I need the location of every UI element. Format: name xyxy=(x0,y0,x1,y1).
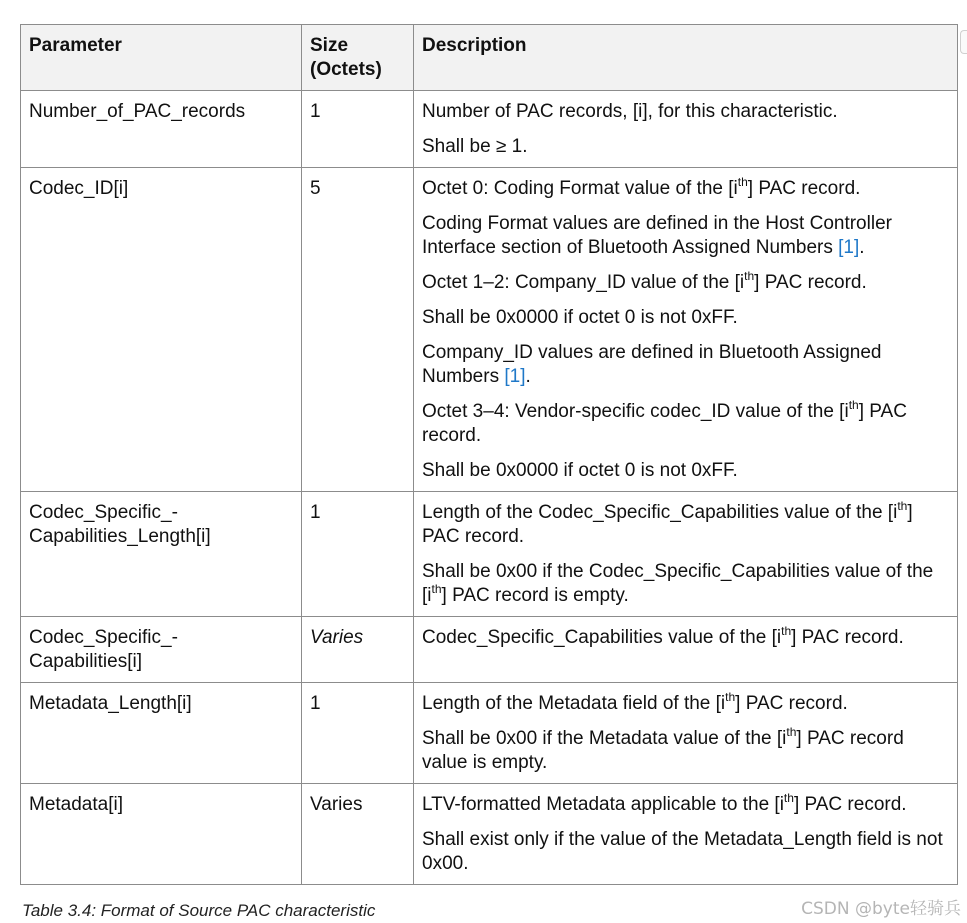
header-size-line2: (Octets) xyxy=(310,59,382,80)
text-run: Length of the Metadata field of the [i xyxy=(422,693,726,714)
table-row xyxy=(21,492,958,617)
superscript: th xyxy=(431,581,442,596)
text-run: ] PAC record. xyxy=(422,502,913,547)
text-run: Coding Format values are defined in the Host Controller Interface section of Bluetooth Assigned Numbers xyxy=(422,213,892,258)
description-line xyxy=(422,790,949,817)
description-line: Shall be 0x0000 if octet 0 is not 0xFF. xyxy=(422,460,738,481)
text-run: ] PAC record. xyxy=(735,693,848,714)
superscript: th xyxy=(737,174,748,189)
cell-parameter: Metadata_Length[i] xyxy=(21,683,302,784)
reference-link[interactable]: [1] xyxy=(838,237,860,258)
parameter-line1: Codec_Specific_- xyxy=(29,502,178,523)
table-row xyxy=(21,683,958,784)
table-row xyxy=(21,784,958,885)
text-run: Company_ID values are defined in Bluetooth Assigned Numbers xyxy=(422,342,882,387)
description-line xyxy=(422,341,949,389)
superscript: th xyxy=(783,790,794,805)
description-line xyxy=(422,724,949,775)
description-line xyxy=(422,623,949,650)
reference-link[interactable]: [1] xyxy=(504,366,526,387)
parameter-line2: Capabilities[i] xyxy=(29,651,142,672)
description-line: Number of PAC records, [i], for this characteristic. xyxy=(422,101,838,122)
cell-description xyxy=(414,168,958,492)
text-run: Length of the Codec_Specific_Capabilities value of the [i xyxy=(422,502,898,523)
description-line xyxy=(422,560,949,608)
text-run: ] PAC record. xyxy=(422,401,907,446)
text-run: Octet 3–4: Vendor-specific codec_ID value of the [i xyxy=(422,401,849,422)
superscript: th xyxy=(725,689,736,704)
table-row xyxy=(21,617,958,683)
text-run: Octet 1–2: Company_ID value of the [i xyxy=(422,272,745,293)
description-line xyxy=(422,498,949,549)
cell-description xyxy=(414,492,958,617)
text-run: . xyxy=(525,366,531,387)
superscript: th xyxy=(848,397,859,412)
text-run: ] PAC record is empty. xyxy=(441,585,629,606)
table-row xyxy=(21,168,958,492)
superscript: th xyxy=(786,724,797,739)
parameter-line1: Codec_Specific_- xyxy=(29,627,178,648)
header-size-line1: Size xyxy=(310,35,349,56)
cell-size: 1 xyxy=(302,91,414,168)
text-run: . xyxy=(859,237,865,258)
header-size xyxy=(302,25,414,91)
text-run: Shall be 0x00 if the Codec_Specific_Capabilities value of the [i xyxy=(422,561,934,606)
text-run: LTV-formatted Metadata applicable to the [i xyxy=(422,794,784,815)
text-run: Shall be 0x00 if the Metadata value of the [i xyxy=(422,728,787,749)
cell-size: 1 xyxy=(302,492,414,617)
cell-parameter: Codec_ID[i] xyxy=(21,168,302,492)
text-run: ] PAC record value is empty. xyxy=(422,728,904,773)
watermark: CSDN @byte轻骑兵 xyxy=(801,899,961,919)
table-header-row xyxy=(21,25,958,91)
description-line xyxy=(422,212,949,260)
superscript: th xyxy=(781,623,792,638)
cell-parameter xyxy=(21,492,302,617)
description-line xyxy=(422,689,949,716)
scroll-edge-tab[interactable] xyxy=(960,30,967,54)
text-run: ] PAC record. xyxy=(754,272,867,293)
cell-description xyxy=(414,617,958,683)
source-pac-format-table xyxy=(20,24,958,885)
text-run: Octet 0: Coding Format value of the [i xyxy=(422,178,738,199)
cell-size: 5 xyxy=(302,168,414,492)
header-parameter: Parameter xyxy=(21,25,302,91)
superscript: th xyxy=(744,268,755,283)
cell-size: 1 xyxy=(302,683,414,784)
description-line xyxy=(422,397,949,448)
parameter-line2: Capabilities_Length[i] xyxy=(29,526,211,547)
cell-parameter: Metadata[i] xyxy=(21,784,302,885)
description-line: Shall be ≥ 1. xyxy=(422,136,528,157)
cell-description xyxy=(414,784,958,885)
text-run: Codec_Specific_Capabilities value of the [i xyxy=(422,627,782,648)
cell-size: Varies xyxy=(302,784,414,885)
cell-parameter xyxy=(21,617,302,683)
text-run: ] PAC record. xyxy=(791,627,904,648)
text-run: ] PAC record. xyxy=(747,178,861,199)
superscript: th xyxy=(897,498,908,513)
cell-description xyxy=(414,91,958,168)
cell-description xyxy=(414,683,958,784)
description-line: Shall be 0x0000 if octet 0 is not 0xFF. xyxy=(422,307,738,328)
table-caption: Table 3.4: Format of Source PAC characteristic xyxy=(22,901,376,920)
description-line xyxy=(422,174,949,201)
description-line xyxy=(422,268,949,295)
text-run: ] PAC record. xyxy=(793,794,907,815)
description-line: Shall exist only if the value of the Metadata_Length field is not 0x00. xyxy=(422,829,943,874)
table-row xyxy=(21,91,958,168)
cell-size: Varies xyxy=(302,617,414,683)
header-description: Description xyxy=(414,25,958,91)
cell-parameter: Number_of_PAC_records xyxy=(21,91,302,168)
